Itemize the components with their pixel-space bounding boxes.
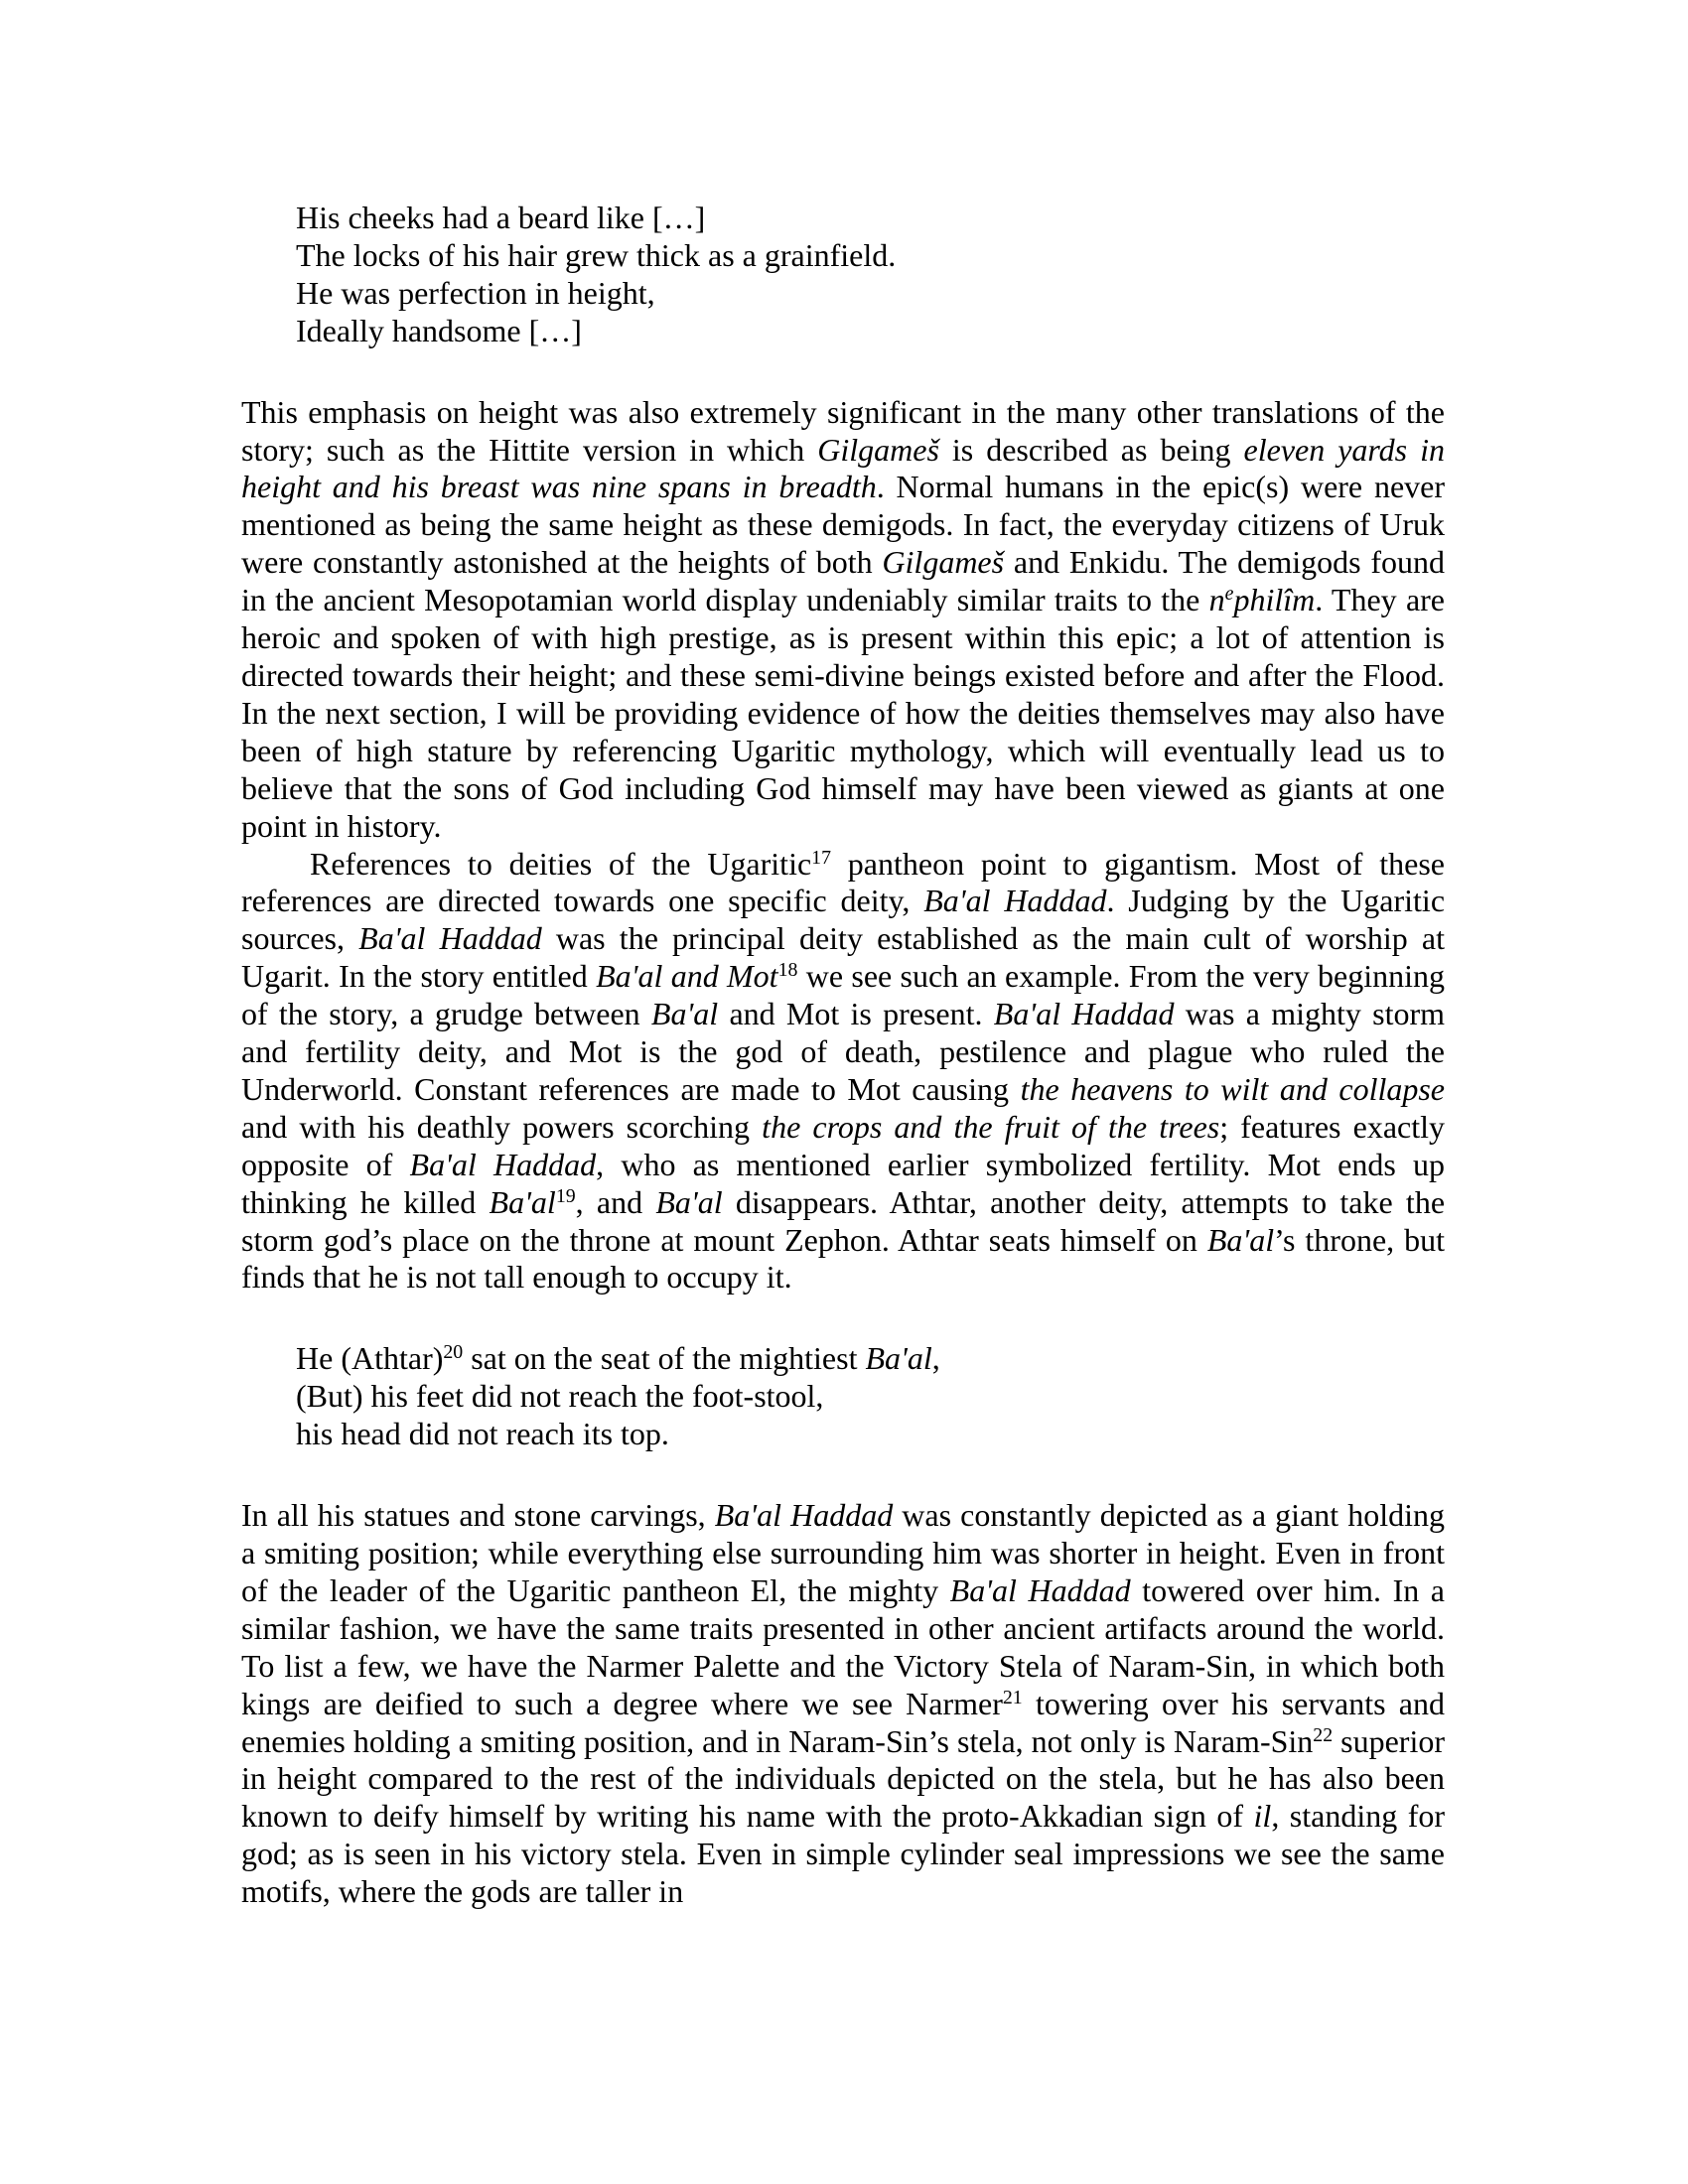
text-run: disappears. Athtar, another deity, attempts to take the storm god’s place on the throne at mount Zephon. Athtar seats himself on (241, 1183, 1446, 1258)
text-run: ’s throne, but finds that he is not tall enough to occupy it. (241, 1221, 1446, 1296)
text-run: . Judging by the Ugaritic sources, (241, 883, 1446, 957)
footnote-ref: 17 (811, 846, 831, 869)
text-run: was a mighty storm and fertility deity, and Mot is the god of death, pestilence and plague who ruled the Underworld. Constant references are made to Mot causing (241, 996, 1446, 1107)
text-run: towering over his servants and enemies holding a smiting position, and in Naram-Sin’s stela, not only is Naram-Sin (241, 1685, 1446, 1759)
text-run: Ba'al (865, 1340, 932, 1377)
text-run: philîm (1233, 582, 1316, 618)
text-run: Ba'al Haddad (358, 920, 542, 957)
text-run: il (1253, 1798, 1272, 1835)
footnote-ref: 21 (1002, 1686, 1023, 1708)
quote-line (296, 275, 1445, 313)
text-run: The locks of his hair grew thick as a grainfield. (296, 236, 897, 273)
footnote-ref: 19 (555, 1184, 576, 1207)
text-run: eleven yards in height and his breast was nine spans in breadth (241, 431, 1445, 505)
text-run: Ba'al Haddad (923, 883, 1107, 919)
footnote-ref: 22 (1313, 1723, 1334, 1746)
text-run: He was perfection in height, (296, 274, 655, 311)
quote-line (296, 1340, 1445, 1378)
text-run: ; features exactly opposite of (241, 1108, 1446, 1182)
text-run: Ba'al (650, 996, 719, 1032)
text-run: His cheeks had a beard like […] (296, 200, 706, 235)
text-run: . They are heroic and spoken of with high prestige, as is present within this epic; a lot of attention is directed towards their height; and these semi-divine beings existed before and after the Flood. In the next section, I will be providing evidence of how the deities themselves may also have been of high stature by referencing Ugaritic mythology, which will eventually lead us to believe that the sons of God including God himself may have been viewed as giants at one point in history. (241, 582, 1446, 844)
text-run: is described as being (938, 431, 1244, 468)
paragraph-statues-and-stelae (241, 1497, 1445, 1911)
text-run: Ba'al and Mot (596, 958, 778, 995)
text-run: pantheon point to gigantism. Most of these references are directed towards one specific deity, (241, 845, 1446, 919)
text-run: Ba'al (489, 1183, 556, 1220)
text-run: and Mot is present. (718, 996, 994, 1032)
text-run: In all his statues and stone carvings, (241, 1497, 715, 1534)
epic-quote-athtar-throne (241, 1340, 1445, 1453)
text-run: . Normal humans in the epic(s) were never mentioned as being the same height as these demigods. In fact, the everyday citizens of Uruk were constantly astonished at the heights of both (241, 469, 1446, 581)
paragraph-height-emphasis (241, 394, 1445, 846)
quote-line (296, 313, 1445, 350)
text-run: Ba'al (655, 1183, 723, 1220)
footnote-ref: 18 (777, 959, 798, 982)
text-run: This emphasis on height was also extremely significant in the many other translations of the story; such as the Hittite version in which (241, 393, 1445, 468)
text-run: , who as mentioned earlier symbolized fertility. Mot ends up thinking he killed (241, 1146, 1446, 1220)
text-run: towered over him. In a similar fashion, we have the same traits presented in other ancient artifacts around the world. To list a few, we have the Narmer Palette and the Victory Stela of Naram-Sin, in which both kings are deified to such a degree where we see Narmer (241, 1571, 1446, 1721)
text-run: Ba'al Haddad (409, 1146, 597, 1182)
quote-line (296, 1416, 1445, 1453)
text-run: the crops and the fruit of the trees (762, 1108, 1220, 1145)
text-run: sat on the seat of the mightiest (463, 1340, 866, 1377)
quote-line (296, 237, 1445, 275)
text-run: Gilgameš (882, 544, 1005, 581)
text-run: (But) his feet did not reach the foot-stool, (296, 1378, 824, 1415)
text-run: , and (575, 1183, 656, 1220)
text-run: , (931, 1340, 940, 1377)
text-run: his head did not reach its top. (296, 1416, 669, 1452)
text-run: He (Athtar) (296, 1340, 444, 1377)
epic-quote-enkidu-description (241, 200, 1445, 350)
text-run: Ba'al (1206, 1221, 1275, 1258)
text-run: References to deities of the Ugaritic (310, 845, 812, 882)
text-run: Ba'al Haddad (949, 1571, 1131, 1608)
page-text (241, 200, 1445, 1911)
quote-line (296, 1378, 1445, 1416)
quote-line (296, 200, 1445, 237)
paragraph-ugaritic-deities (241, 846, 1445, 1297)
text-run: was the principal deity established as the main cult of worship at Ugarit. In the story entitled (241, 920, 1446, 995)
text-run: Ba'al Haddad (714, 1497, 894, 1534)
text-run: Gilgameš (817, 431, 939, 468)
text-run: was constantly depicted as a giant holding a smiting position; while everything else surrounding him was shorter in height. Even in front of the leader of the Ugaritic pantheon El, the mighty (241, 1497, 1446, 1608)
text-run: superior in height compared to the rest of the individuals depicted on the stela, but he has also been known to deify himself by writing his name with the proto-Akkadian sign of (241, 1722, 1446, 1835)
text-run: , standing for god; as is seen in his victory stela. Even in simple cylinder seal impressions we see the same motifs, where the gods are taller in (241, 1798, 1446, 1910)
text-run: n (1208, 582, 1225, 618)
text-run: Ideally handsome […] (296, 312, 582, 348)
text-run: the heavens to wilt and collapse (1020, 1070, 1445, 1107)
footnote-ref: 20 (443, 1341, 464, 1364)
text-run: Ba'al Haddad (993, 996, 1175, 1032)
text-run: we see such an example. From the very beginning of the story, a grudge between (241, 958, 1446, 1032)
text-run: and with his deathly powers scorching (241, 1108, 763, 1145)
text-run: and Enkidu. The demigods found in the ancient Mesopotamian world display undeniably similar traits to the (241, 544, 1446, 618)
footnote-ref: e (1224, 583, 1234, 606)
